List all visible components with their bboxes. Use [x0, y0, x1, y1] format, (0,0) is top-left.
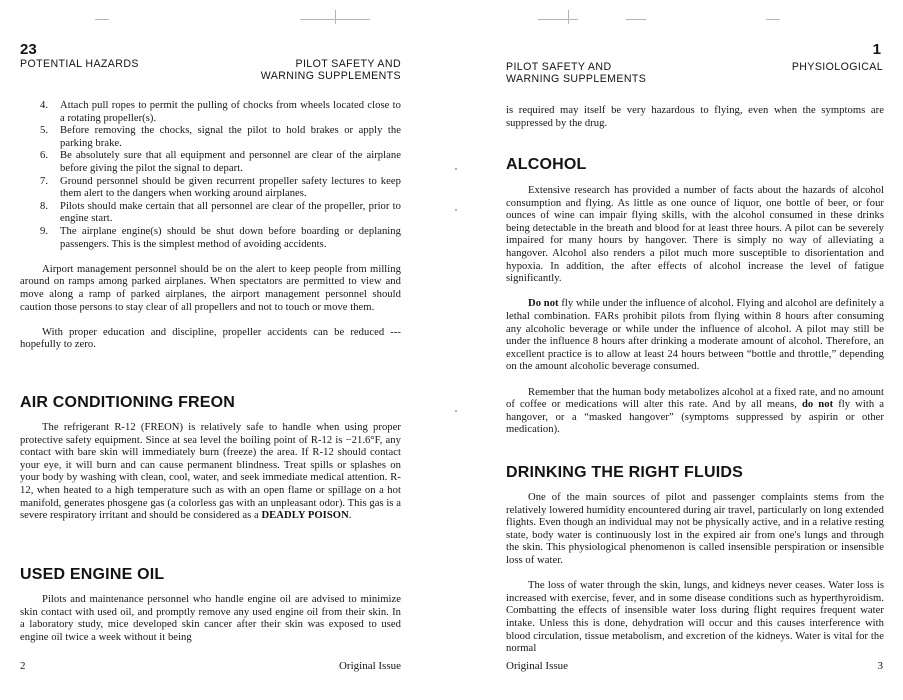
running-header-section: PHYSIOLOGICAL	[791, 61, 883, 73]
paragraph: is required may itself be very hazardous to flying, even when the symptoms are suppressed by the drug.	[506, 105, 884, 129]
left-body-top	[20, 100, 401, 364]
running-header-title	[506, 61, 646, 85]
list-text: Attach pull ropes to permit the pulling of chocks from wheels located close to a rotating propeller(s).	[60, 100, 401, 124]
list-item	[40, 226, 401, 251]
paragraph	[506, 298, 884, 374]
list-item	[40, 201, 401, 226]
list-text: Pilots should make certain that all personnel are clear of the propeller, prior to engine start.	[60, 200, 401, 225]
footer-issue: Original Issue	[338, 660, 401, 672]
paragraph: Airport management personnel should be on the alert to keep people from milling around on ramps among parked airplanes. When spectators are permitted to view and move along a ramp of parked airplanes, the airport management personnel should caution those persons to stay clear of all propellers and not to touch or move them.	[20, 263, 401, 313]
right-body-top	[506, 105, 884, 143]
list-item	[40, 176, 401, 201]
list-text: The airplane engine(s) should be shut down before boarding or deplaning passengers. This is the simplest method of avoiding accidents.	[60, 225, 401, 250]
page-number: 23	[20, 41, 37, 58]
page-number: 1	[872, 41, 881, 58]
paragraph-text: fly with a hangover, or a “masked hangover” (symptoms suppressed by aspirin or other medication).	[506, 399, 884, 436]
list-item	[40, 150, 401, 175]
paragraph	[20, 422, 401, 523]
running-header-section: POTENTIAL HAZARDS	[20, 58, 139, 70]
list-number: 7.	[40, 175, 49, 187]
crop-mark	[95, 19, 109, 20]
paragraph: One of the main sources of pilot and passenger complaints stems from the relatively lowered humidity encountered during air travel, particularly on long extended flights. Even though an individual may not be physically active, and in a relative resting state, body water is continuously lost in the expired air from one's lungs and through the skin. This physiological phenomenon is called insensible perspiration or insensible loss of water.	[506, 492, 884, 566]
list-number: 6.	[40, 150, 49, 162]
left-page	[0, 0, 440, 700]
crop-mark	[568, 10, 569, 24]
paragraph-text: Remember that the human body metabolizes alcohol at a fixed rate, and no amount of coffee or medications will alter this rate. And by all means,	[506, 386, 884, 411]
bold-text: DEADLY POISON	[261, 510, 349, 522]
header-title-line: PILOT SAFETY AND	[295, 58, 401, 70]
crop-mark	[538, 19, 578, 20]
paragraph: Extensive research has provided a number of facts about the hazards of alcohol consumption and flying. As little as one ounce of liquor, one bottle of beer, or four ounces of wine can impair flying skills, with the alcohol consumed in these drinks being detectable in the breath and blood for at least three hours. A pilot can be severely impaired for many hours by hangover. There is simply no way of alleviating a hangover. Alcohol also renders a pilot much more susceptible to disorientation and hypoxia. In addition, the after effects of alcohol increase the level of fatigue significantly.	[506, 185, 884, 285]
left-body-freon	[20, 422, 401, 535]
section-heading: DRINKING THE RIGHT FLUIDS	[506, 464, 743, 481]
list-item	[40, 100, 401, 125]
right-body-alcohol	[506, 185, 884, 449]
paragraph: Pilots and maintenance personnel who handle engine oil are advised to minimize skin contact with used oil, and promptly remove any used engine oil from their skin. In a laboratory study, mice developed skin cancer after their skin was exposed to used engine oil twice a week without it being	[20, 594, 401, 643]
list-item	[40, 125, 401, 150]
list-number: 9.	[40, 225, 49, 237]
list-text: Be absolutely sure that all equipment and personnel are clear of the airplane before giving the pilot the signal to depart.	[60, 150, 401, 174]
paragraph: The loss of water through the skin, lungs, and kidneys never ceases. Water loss is increased with exercise, fever, and in some disease conditions such as hyperthyroidism. Combatting the effects of insensible water loss during flight requires frequent water intake. Unless this is done, dehydration will occur and this causes interference with blood circulation, tissue metabolism, and excretion of the kidneys. Water is vital for the normal	[506, 580, 884, 655]
section-heading: AIR CONDITIONING FREON	[20, 394, 236, 411]
bold-text: Do not	[528, 298, 559, 310]
paragraph	[506, 387, 884, 437]
crop-mark	[626, 19, 646, 20]
right-body-fluids	[506, 492, 884, 668]
header-title-line: WARNING SUPPLEMENTS	[506, 73, 647, 85]
footer-page-number: 3	[877, 660, 883, 672]
list-number: 5.	[40, 125, 49, 137]
paragraph: With proper education and discipline, propeller accidents can be reduced --- hopefully to zero.	[20, 326, 401, 351]
paragraph-text: fly while under the influence of alcohol. Flying and alcohol are definitely a lethal combination. FARs prohibit pilots from flying within 8 hours after consuming any alcoholic beverage or while under the influence of alcohol. A pilot may still be under the influence 8 hours after drinking a moderate amount of alcohol. Therefore, an excellent practice is to allow at least 24 hours between “bottle and throttle,” depending on the amount alcoholic beverage consumed.	[506, 298, 884, 373]
list-number: 4.	[40, 100, 49, 111]
section-heading: USED ENGINE OIL	[20, 566, 165, 583]
crop-mark	[335, 10, 336, 24]
list-text: Ground personnel should be given recurrent propeller safety lectures to keep them alert to the dangers when working around airplanes.	[60, 175, 401, 200]
right-page	[448, 0, 903, 700]
header-title-line: PILOT SAFETY AND	[506, 61, 612, 73]
footer-page-number: 2	[20, 660, 26, 672]
list-number: 8.	[40, 200, 49, 212]
crop-mark	[766, 19, 780, 20]
footer-issue: Original Issue	[506, 660, 569, 672]
paragraph-text: .	[348, 510, 352, 522]
paragraph-text: The refrigerant R-12 (FREON) is relatively safe to handle when using proper protective safety equipment. Since at sea level the boiling point of R-12 is −21.6°F, any contact with bare skin will immediately burn (freeze) the area. If R-12 should contact your eye, it will burn and can cause permanent blindness. Treat spills or splashes on your body by washing with clean, cool, water, and seek immediate medical attention. R-12, when heated to a high temperature such as with an open flame or spillage on a hot manifold, generates phosgene gas (a colorless gas with an unpleasant odor). This gas is a severe respiratory irritant and should be considered as a	[20, 422, 401, 522]
left-body-oil	[20, 594, 401, 657]
list-text: Before removing the chocks, signal the pilot to hold brakes or apply the parking brake.	[60, 125, 401, 149]
running-header-title	[261, 58, 401, 82]
header-title-line: WARNING SUPPLEMENTS	[260, 70, 401, 82]
bold-text: do not	[801, 399, 834, 411]
section-heading: ALCOHOL	[506, 156, 587, 173]
safety-list	[40, 100, 401, 251]
